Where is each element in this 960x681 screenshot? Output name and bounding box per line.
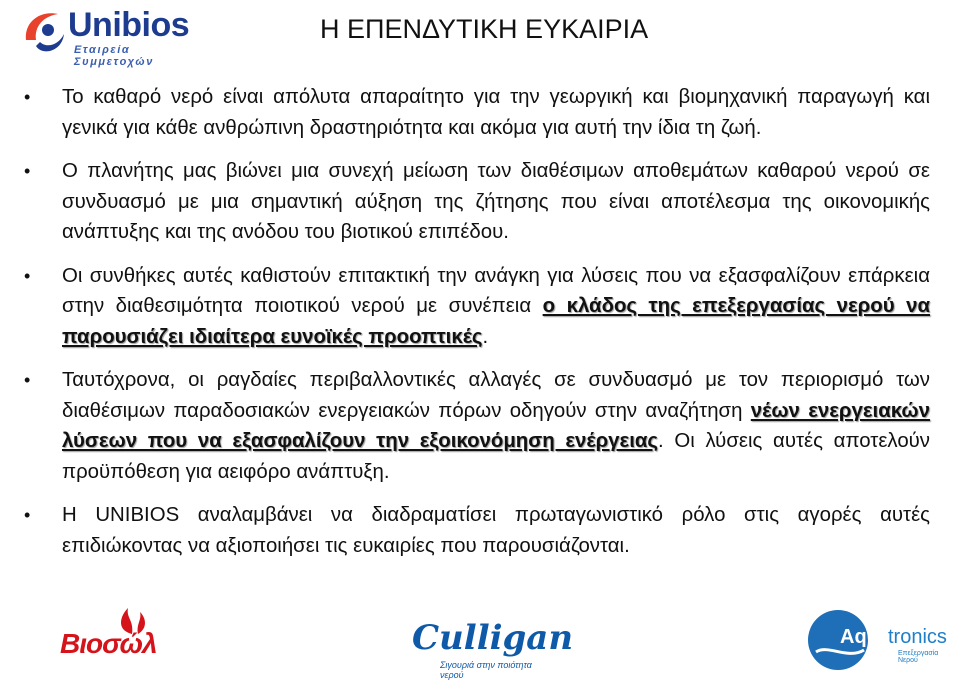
culligan-logo-tagline: Σιγουριά στην ποιότητα νερού bbox=[440, 660, 532, 680]
bullet-text: Το καθαρό νερό είναι απόλυτα απαραίτητο για την γεωργική και βιομηχανική παραγωγή και γενικά για κάθε ανθρώπινη δραστηριότητα και ακόμα για αυτή την ίδια τη ζωή. bbox=[62, 86, 930, 139]
aquatronics-logo bbox=[802, 610, 952, 678]
bullet-item bbox=[24, 156, 930, 248]
bullet-text: Οι συνθήκες αυτές καθιστούν επιτακτική την ανάγκη για λύσεις που να εξασφαλίζουν επάρκεια στην διαθεσιμότητα ποιοτικού νερού με συνέπεια bbox=[62, 264, 930, 317]
bullet-item bbox=[24, 82, 930, 143]
slide-title: Η ΕΠΕΝΔΥΤΙΚΗ ΕΥΚΑΙΡΙΑ bbox=[320, 14, 649, 44]
aquatronics-logo-name-b: tronics bbox=[888, 626, 947, 648]
biosol-logo-name: Βιοσώλ bbox=[60, 628, 157, 659]
emphasized-text: ο κλάδος της επεξεργασίας νερού να παρουσιάζει ιδιαίτερα ευνοϊκές προοπτικές bbox=[62, 295, 930, 348]
bullet-list bbox=[24, 82, 930, 574]
unibios-swoosh-icon bbox=[18, 6, 68, 58]
unibios-logo-name: Unibios bbox=[68, 6, 190, 44]
aquatronics-logo-tagline: Επεξεργασία Νερού bbox=[898, 650, 939, 664]
culligan-logo-name: Culligan bbox=[412, 618, 574, 658]
bullet-text: Ο πλανήτης μας βιώνει μια συνεχή μείωση των διαθέσιμων αποθεμάτων καθαρού νερού σε συνδυασμό με μια σημαντική αύξηση της ζήτησης που είναι αποτέλεσμα της οικονομικής ανάπτυξης και της ανόδου του βιοτικού επιπέδου. bbox=[62, 160, 930, 243]
bullet-text: Ταυτόχρονα, οι ραγδαίες περιβαλλοντικές αλλαγές σε συνδυασμό με τον περιορισμό των διαθέσιμων παραδοσιακών ενεργειακών πόρων οδηγούν στην αναζήτηση bbox=[62, 369, 930, 422]
unibios-logo-tagline: Εταιρεία Συμμετοχών bbox=[74, 44, 154, 68]
bullet-item bbox=[24, 365, 930, 487]
biosol-logo bbox=[58, 606, 178, 666]
bullet-text: . bbox=[482, 325, 489, 348]
bullet-item bbox=[24, 500, 930, 561]
culligan-logo bbox=[410, 618, 574, 680]
emphasized-text: νέων ενεργειακών λύσεων που να εξασφαλίζουν την εξοικονόμηση ενέργειας bbox=[62, 399, 930, 452]
bullet-text: . Οι λύσεις αυτές αποτελούν προϋπόθεση για αειφόρο ανάπτυξη. bbox=[62, 430, 931, 483]
unibios-logo bbox=[18, 6, 208, 68]
bullet-text: Η UNIBIOS αναλαμβάνει να διαδραματίσει πρωταγωνιστικό ρόλο στις αγορές αυτές επιδιώκοντας να αξιοποιήσει τις ευκαιρίες που παρουσιάζονται. bbox=[62, 504, 930, 557]
aquatronics-logo-name-a: Aqua bbox=[840, 626, 890, 648]
bullet-item bbox=[24, 261, 930, 353]
